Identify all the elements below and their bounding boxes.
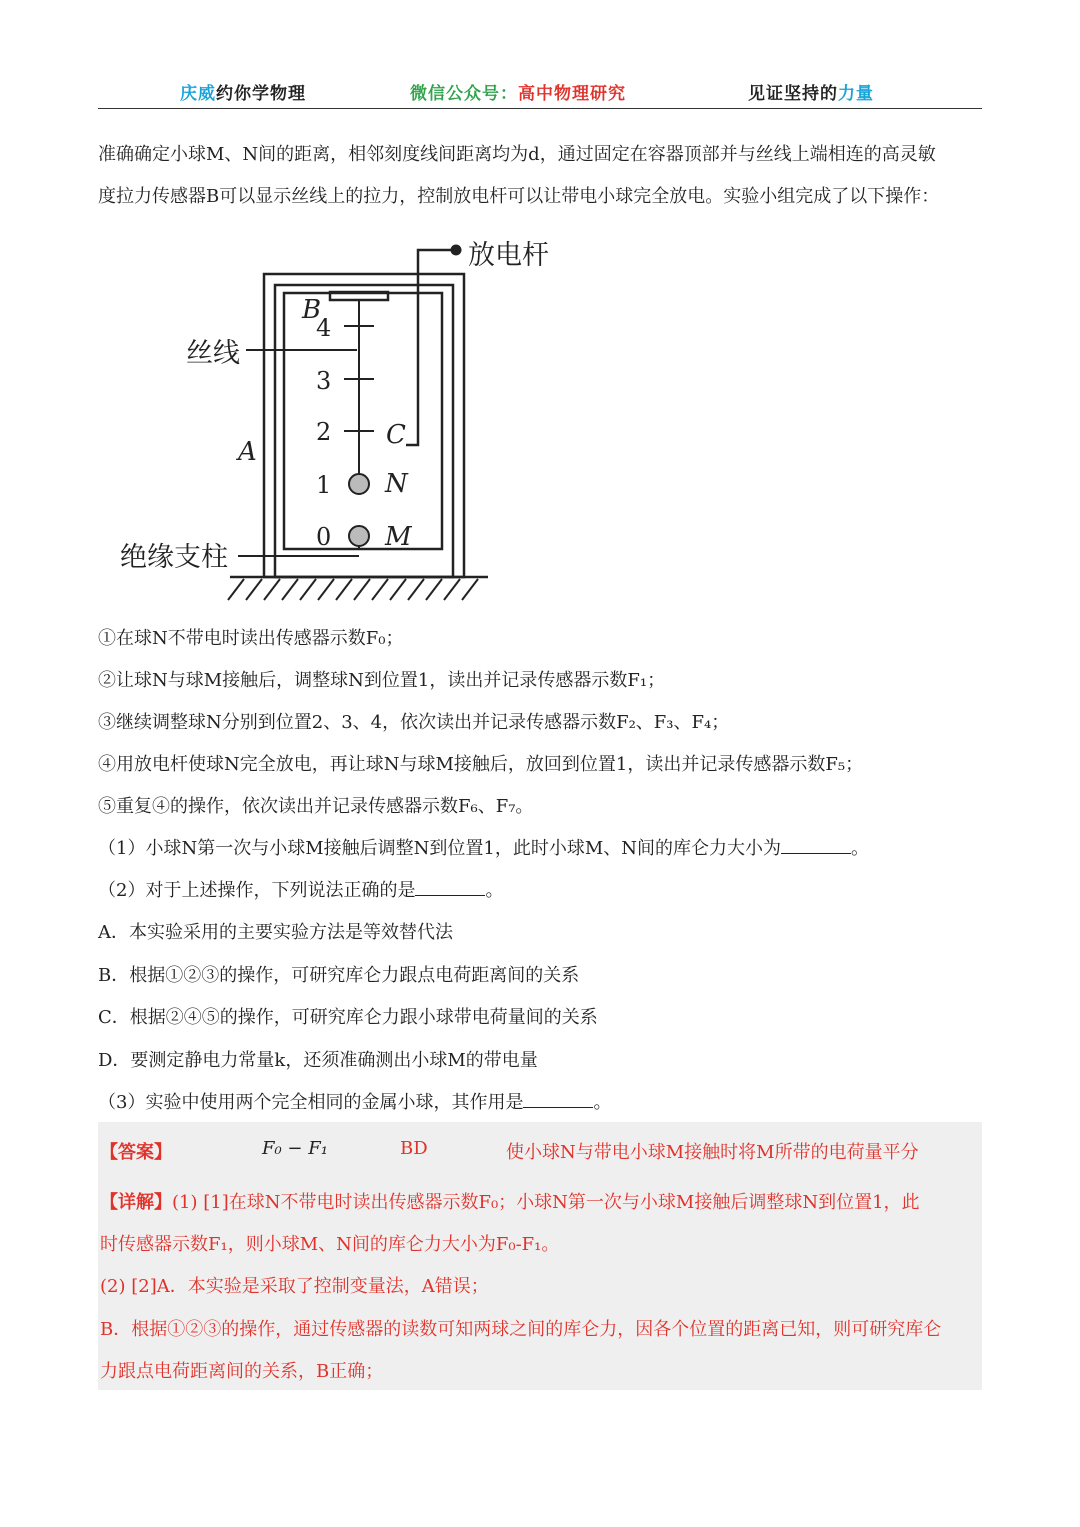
answer-blank-1: [781, 837, 851, 854]
answer-label: 【答案】: [100, 1142, 172, 1163]
tick-label-4: 4: [316, 314, 332, 342]
discharge-rod: [406, 250, 454, 445]
container-label-a: A: [238, 437, 257, 467]
question-2: （2）对于上述操作，下列说法正确的是 。: [98, 880, 504, 901]
discharge-rod-label: 放电杆: [468, 240, 549, 271]
answer-2: BD: [400, 1138, 428, 1159]
detail-line-2: 时传感器示数F₁，则小球M、N间的库仑力大小为F₀-F₁。: [100, 1234, 560, 1255]
answer-section: [98, 1122, 982, 1390]
page-header: [98, 74, 982, 109]
option-b: B．根据①②③的操作，可研究库仑力跟点电荷距离间的关系: [98, 965, 580, 986]
answer-blank-2: [415, 879, 485, 896]
option-c: C．根据②④⑤的操作，可研究库仑力跟小球带电荷量间的关系: [98, 1007, 598, 1028]
step-3: ③继续调整球N分别到位置2、3、4，依次读出并记录传感器示数F₂、F₃、F₄；: [98, 712, 730, 733]
ball-label-m: M: [385, 522, 412, 552]
ball-label-n: N: [385, 469, 408, 499]
intro-line-1: 准确确定小球M、N间的距离，相邻刻度线间距离均为d，通过固定在容器顶部并与丝线上端相连的高灵敏: [98, 144, 936, 165]
tick-label-0: 0: [316, 523, 332, 551]
intro-line-2: 度拉力传感器B可以显示丝线上的拉力，控制放电杆可以让带电小球完全放电。实验小组完成了以下操作：: [98, 186, 940, 207]
ball-m: [349, 526, 369, 546]
answer-3: 使小球N与带电小球M接触时将M所带的电荷量平分: [506, 1142, 919, 1163]
question-1: （1）小球N第一次与小球M接触后调整N到位置1，此时小球M、N间的库仑力大小为 。: [98, 838, 870, 859]
rod-label-c: C: [386, 420, 406, 450]
discharge-rod-knob: [451, 245, 462, 256]
apparatus-diagram: [110, 230, 580, 610]
tick-label-3: 3: [316, 367, 332, 395]
sensor-b: [330, 292, 388, 300]
step-4: ④用放电杆使球N完全放电，再让球N与球M接触后，放回到位置1，读出并记录传感器示数F₅；: [98, 754, 864, 775]
answer-blank-3: [523, 1091, 593, 1108]
step-2: ②让球N与球M接触后，调整球N到位置1，读出并记录传感器示数F₁；: [98, 670, 666, 691]
step-5: ⑤重复④的操作，依次读出并记录传感器示数F₆、F₇。: [98, 796, 534, 817]
question-3: （3）实验中使用两个完全相同的金属小球，其作用是 。: [98, 1092, 612, 1113]
sensor-label-b: B: [302, 295, 322, 325]
tick-label-1: 1: [316, 471, 332, 499]
ball-n: [349, 474, 369, 494]
header-middle: 微信公众号：高中物理研究: [410, 84, 626, 104]
answer-1: F₀ − F₁: [262, 1138, 328, 1159]
header-right: 见证坚持的力量: [748, 84, 874, 104]
tick-label-2: 2: [316, 418, 332, 446]
ground-hatching: [228, 579, 478, 600]
step-1: ①在球N不带电时读出传感器示数F₀；: [98, 628, 404, 649]
header-left: 庆威约你学物理: [180, 84, 306, 104]
insulated-post-label: 绝缘支柱: [120, 542, 228, 573]
option-d: D．要测定静电力常量k，还须准确测出小球M的带电量: [98, 1050, 538, 1071]
silk-thread-label: 丝线: [186, 338, 240, 369]
detail-line-3: (2) [2]A．本实验是采取了控制变量法，A错误；: [100, 1276, 489, 1297]
option-a: A．本实验采用的主要实验方法是等效替代法: [98, 922, 453, 943]
detail-line-4: B．根据①②③的操作，通过传感器的读数可知两球之间的库仑力，因各个位置的距离已知，则可研究库仑: [100, 1319, 942, 1340]
detail-line-5: 力跟点电荷距离间的关系，B正确；: [100, 1361, 384, 1382]
detail-line-1: 【详解】(1) [1]在球N不带电时读出传感器示数F₀；小球N第一次与小球M接触后调整球N到位置1，此: [100, 1192, 920, 1213]
